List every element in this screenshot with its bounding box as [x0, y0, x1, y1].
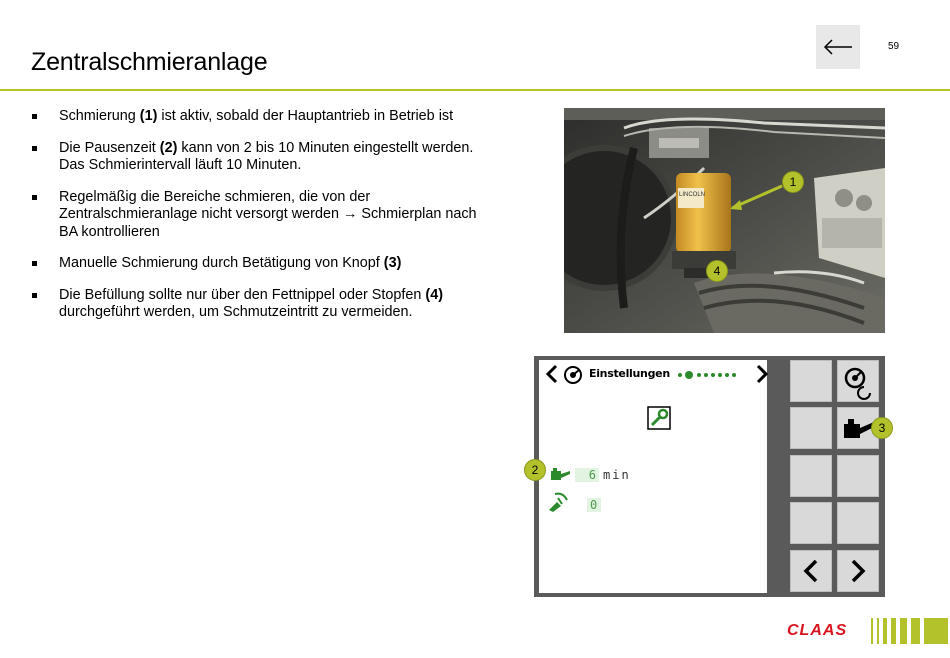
- bullet-text: Die Befüllung sollte nur über den Fettnippel oder Stopfen: [59, 286, 426, 303]
- bullet-text: (2): [159, 139, 178, 156]
- bullet-marker: [32, 114, 37, 119]
- chevron-right-icon: [838, 551, 878, 591]
- terminal-button-settings[interactable]: [837, 360, 879, 402]
- chevron-left-icon[interactable]: [545, 364, 559, 384]
- bullet-marker: [32, 293, 37, 298]
- bullet-text: kann von 2 bis 10 Minuten eingestellt werden. Das Schmierintervall läuft 10 Minuten.: [59, 139, 474, 173]
- pump-label: LINCOLN: [679, 192, 706, 198]
- chevron-left-icon: [791, 551, 831, 591]
- bullet-item: [31, 255, 481, 273]
- bullet-text: (4): [425, 286, 443, 303]
- oil-can-icon: [549, 466, 571, 482]
- wrench-icon: [647, 406, 671, 430]
- terminal-button-6[interactable]: [837, 455, 879, 497]
- bullet-text: Schmierung: [59, 108, 140, 124]
- arrow-right-icon: →: [342, 206, 358, 222]
- terminal-display: [534, 356, 885, 597]
- second-value[interactable]: 0: [587, 498, 601, 512]
- terminal-button-3[interactable]: [790, 407, 832, 449]
- bullet-list: [31, 108, 481, 336]
- bullet-text: (3): [383, 255, 402, 271]
- callout-1: 1: [782, 171, 804, 193]
- page-title: Zentralschmieranlage: [31, 48, 268, 76]
- claas-logo: CLAAS: [787, 622, 848, 639]
- bullet-text: durchgeführt werden, um Schmutzeintritt zu vermeiden.: [59, 304, 413, 320]
- page-number: 59: [888, 41, 900, 52]
- callout-4: 4: [706, 260, 728, 282]
- gauge-refresh-icon: [838, 361, 878, 401]
- terminal-button-1[interactable]: [790, 360, 832, 402]
- terminal-button-7[interactable]: [790, 502, 832, 544]
- page-dots-icon: [677, 370, 737, 380]
- terminal-button-5[interactable]: [790, 455, 832, 497]
- pause-time-value[interactable]: 6: [575, 468, 599, 482]
- callout-3: 3: [871, 417, 893, 439]
- bullet-marker: [32, 195, 37, 200]
- arrow-left-icon: [823, 39, 853, 55]
- pause-time-unit: min: [603, 468, 631, 482]
- terminal-button-8[interactable]: [837, 502, 879, 544]
- bullet-text: (1): [139, 108, 158, 124]
- callout-2: 2: [524, 459, 546, 481]
- chevron-right-icon[interactable]: [755, 364, 769, 384]
- bullet-item: [31, 189, 481, 242]
- terminal-next-button[interactable]: [837, 550, 879, 592]
- bullet-marker: [32, 261, 37, 266]
- bullet-text: Die Pausenzeit: [59, 139, 160, 156]
- bullet-item: [31, 287, 481, 322]
- terminal-screen: [539, 360, 767, 593]
- screen-title: Einstellungen: [589, 367, 670, 380]
- bullet-text: Regelmäßig die Bereiche schmieren, die von der Zentralschmieranlage nicht versorgt werden: [59, 188, 371, 222]
- lubrication-pump-photo: [564, 108, 885, 333]
- bullet-item: [31, 108, 481, 126]
- bullet-item: [31, 140, 481, 175]
- grease-gun-icon: [547, 490, 569, 512]
- back-button[interactable]: [816, 25, 860, 69]
- bullet-marker: [32, 146, 37, 151]
- header-divider: [0, 89, 950, 91]
- bullet-text: ist aktiv, sobald der Hauptantrieb in Betrieb ist: [157, 108, 454, 124]
- bullet-text: Manuelle Schmierung durch Betätigung von Knopf: [59, 255, 384, 271]
- terminal-prev-button[interactable]: [790, 550, 832, 592]
- gauge-icon: [561, 364, 585, 384]
- bullet-text: Schmierplan nach BA kontrollieren: [59, 206, 477, 240]
